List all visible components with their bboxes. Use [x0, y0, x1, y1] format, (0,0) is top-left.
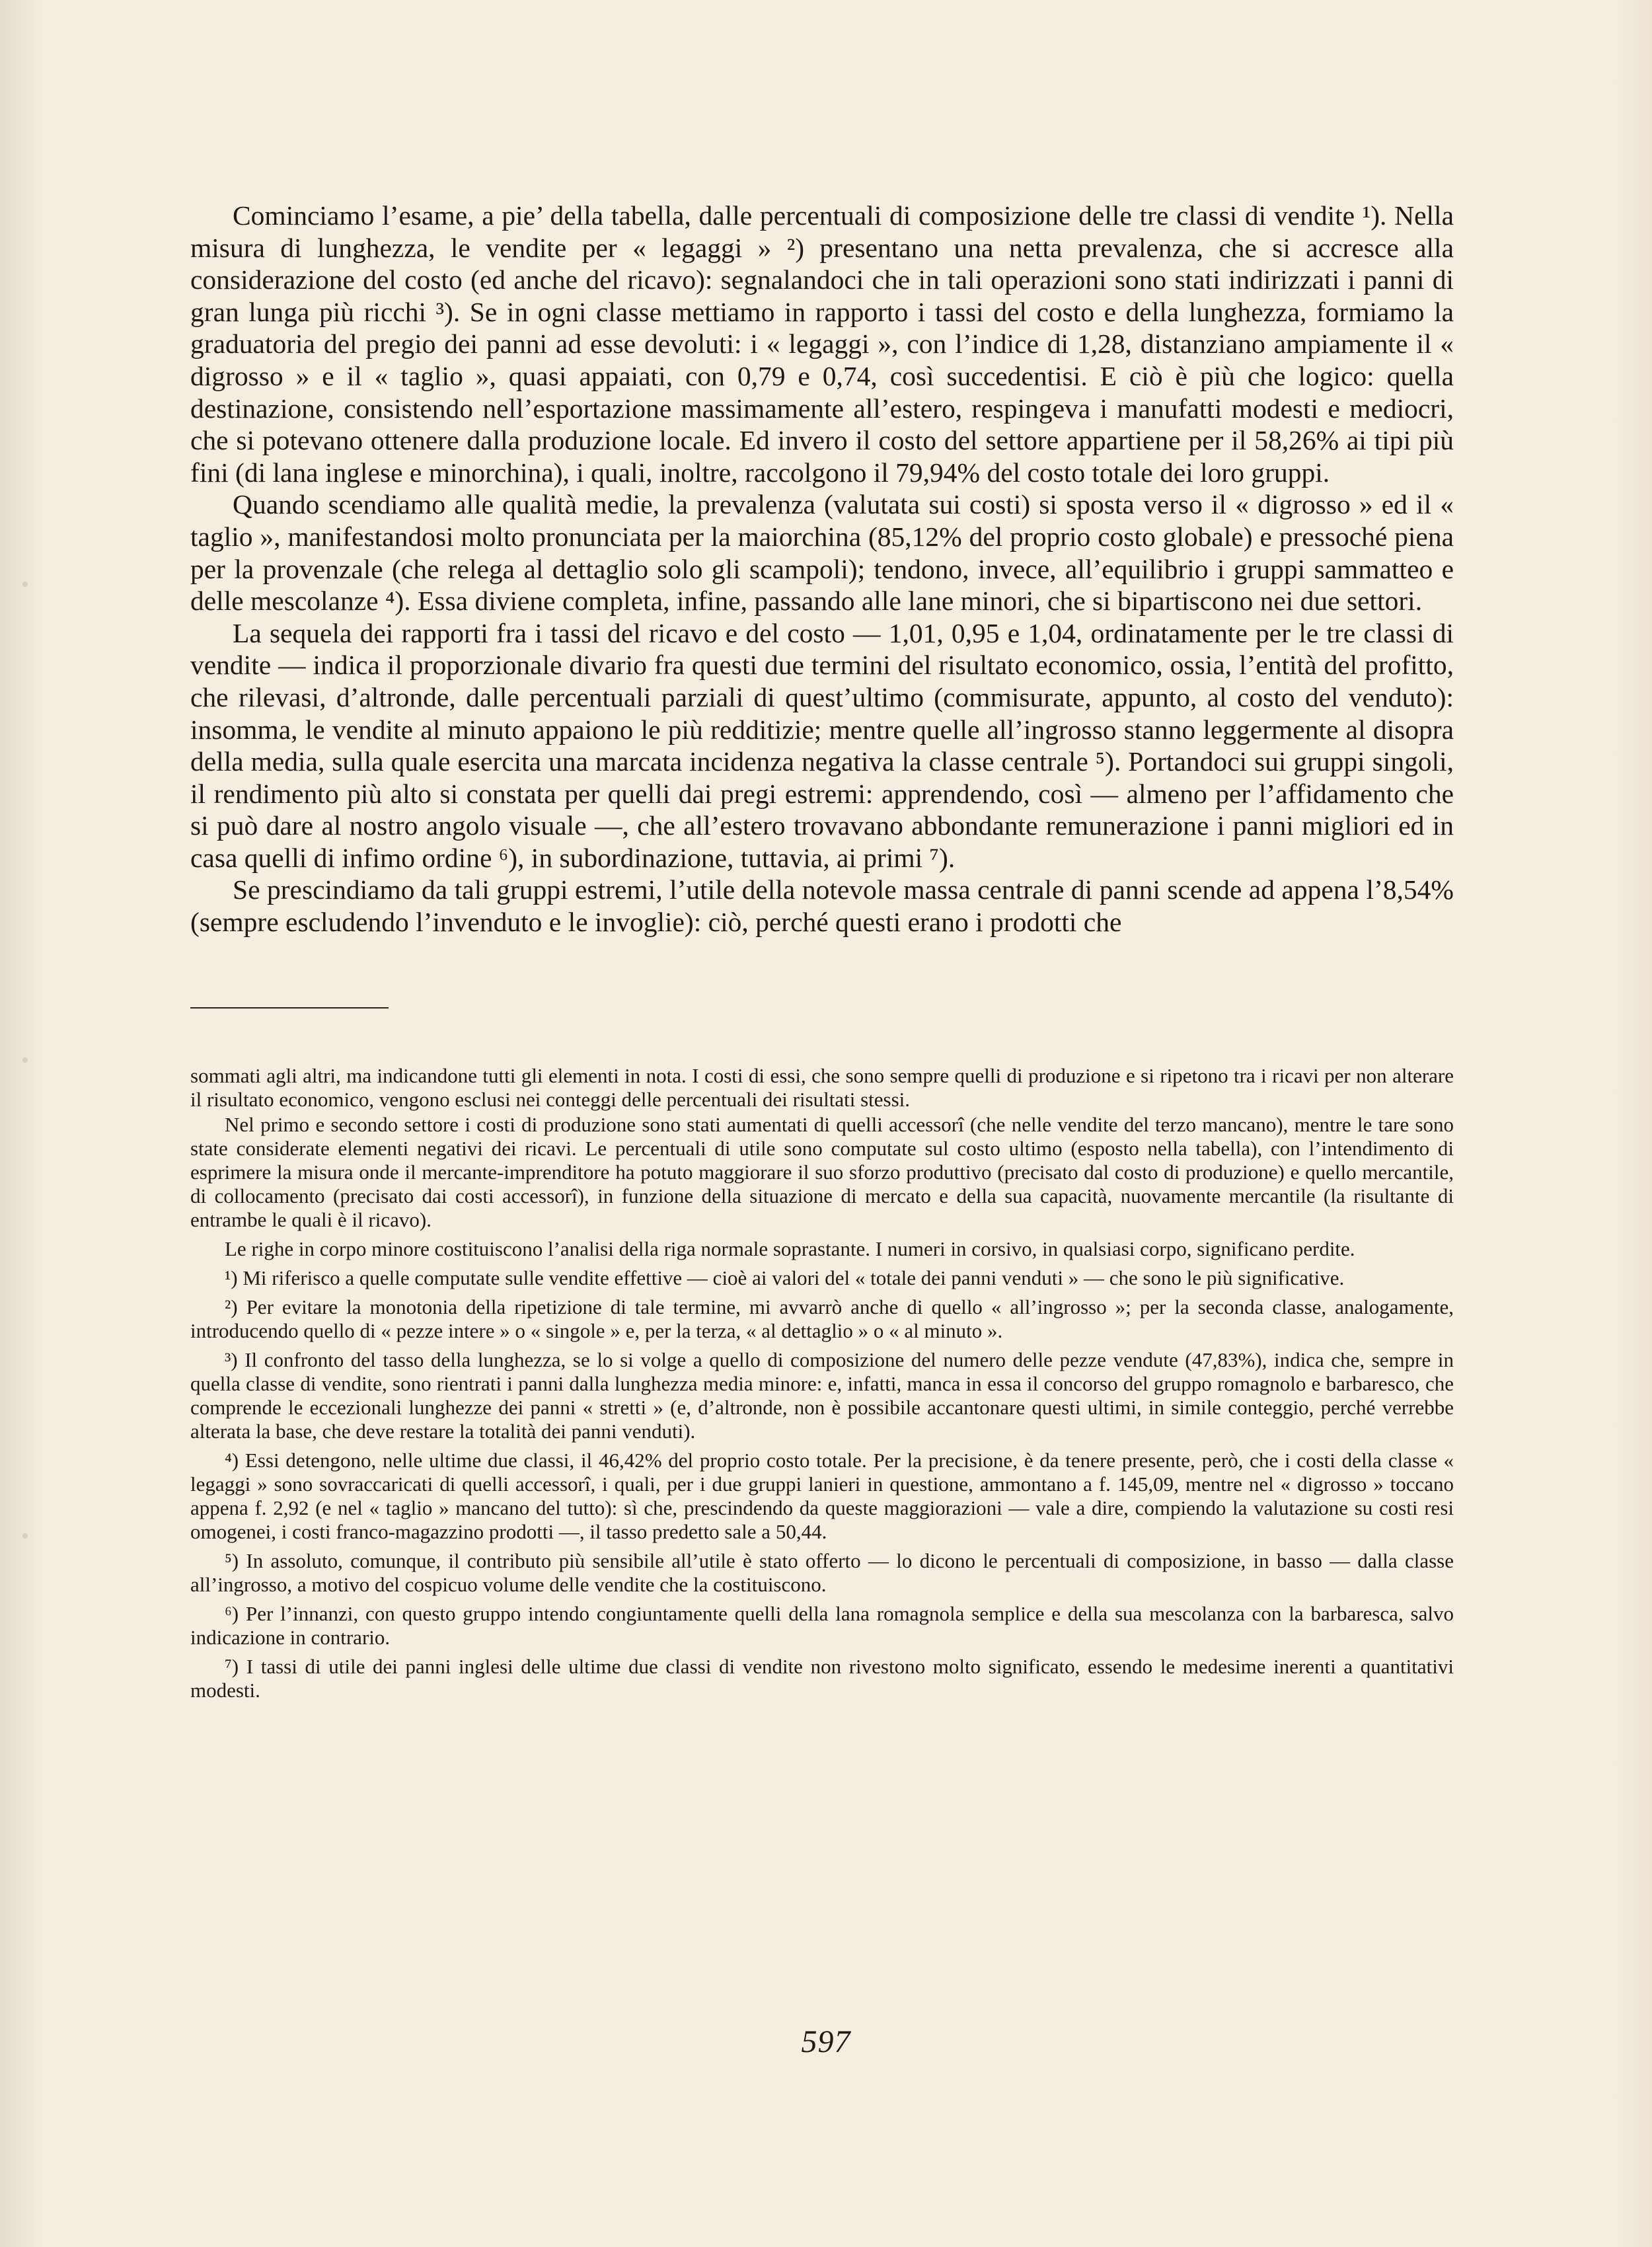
paragraph: Quando scendiamo alle qualità medie, la prevalenza (valutata sui costi) si sposta verso il « digrosso » ed il « taglio », manifestandosi molto pronunciata per la maiorchina (85,12% del proprio costo globale) e pressoché piena per la provenzale (che relega al dettaglio solo gli scampoli); tendono, invece, all’equilibrio i gruppi sammatteo e delle mescolanze ⁴). Essa diviene completa, infine, passando alle lane minori, che si bipartiscono nei due settori. [190, 489, 1454, 617]
page-content [190, 200, 1454, 1704]
page-number: 597 [801, 2024, 851, 2059]
page-edge-right [1612, 0, 1652, 2247]
binding-mark [22, 1533, 28, 1539]
paragraph: La sequela dei rapporti fra i tassi del ricavo e del costo — 1,01, 0,95 e 1,04, ordinatamente per le tre classi di vendite — indica il proporzionale divario fra questi due termini del risultato economico, ossia, l’entità del profitto, che rilevasi, d’altronde, dalle percentuali parziali di quest’ultimo (commisurate, appunto, al costo del venduto): insomma, le vendite al minuto appaiono le più redditizie; mentre quelle all’ingrosso stanno leggermente al disopra della media, sulla quale esercita una marcata incidenza negativa la classe centrale ⁵). Portandoci sui gruppi singoli, il rendimento più alto si constata per quelli dai pregi estremi: apprendendo, così — almeno per l’affidamento che si può dare al nostro angolo visuale —, che all’estero trovavano abbondante remunerazione i panni migliori ed in casa quelli di infimo ordine ⁶), in subordinazione, tuttavia, ai primi ⁷). [190, 617, 1454, 873]
footnote-paragraph: Le righe in corpo minore costituiscono l’analisi della riga normale soprastante. I numeri in corsivo, in qualsiasi corpo, significano perdite. [225, 1237, 1355, 1260]
footnote-7: ⁷) I tassi di utile dei panni inglesi delle ultime due classi di vendite non rivestono molto significato, essendo le medesime inerenti a quantitativi modesti. [190, 1654, 1454, 1702]
paragraph: Cominciamo l’esame, a pie’ della tabella, dalle percentuali di composizione delle tre classi di vendite ¹). Nella misura di lunghezza, le vendite per « legaggi » ²) presentano una netta prevalenza, che si accresce alla considerazione del costo (ed anche del ricavo): segnalandoci che in tali operazioni sono stati indirizzati i panni di gran lunga più ricchi ³). Se in ogni classe mettiamo in rapporto i tassi del costo e della lunghezza, formiamo la graduatoria del pregio dei panni ad esse devoluti: i « legaggi », con l’indice di 1,28, distanziano ampiamente il « digrosso » e il « taglio », quasi appaiati, con 0,79 e 0,74, così succedentisi. E ciò è più che logico: quella destinazione, consistendo nell’esportazione massimamente all’estero, respingeva i manufatti modesti e mediocri, che si potevano ottenere dalla produzione locale. Ed invero il costo del settore appartiene per il 58,26% ai tipi più fini (di lana inglese e minorchina), i quali, inoltre, raccolgono il 79,94% del costo totale dei loro gruppi. [190, 200, 1454, 488]
footnote-4: ⁴) Essi detengono, nelle ultime due classi, il 46,42% del proprio costo totale. Per la precisione, è da tenere presente, però, che i costi della classe « legaggi » sono sovraccaricati di quelli accessorî, i quali, per i due gruppi lanieri in questione, ammontano a f. 145,09, mentre nel « digrosso » toccano appena f. 2,92 (e nel « taglio » mancano del tutto): sì che, prescindendo da queste maggiorazioni — vale a dire, compiendo la valutazione su costi resi omogenei, i costi franco-magazzino prodotti —, il tasso predetto sale a 50,44. [190, 1448, 1454, 1543]
paragraph: Se prescindiamo da tali gruppi estremi, l’utile della notevole massa centrale di panni scende ad appena l’8,54% (sempre escludendo l’invenduto e le invoglie): ciò, perché questi erano i prodotti che [190, 874, 1454, 938]
footnote-5: ⁵) In assoluto, comunque, il contributo più sensibile all’utile è stato offerto — lo dicono le percentuali di composizione, in basso — dalla classe all’ingrosso, a motivo del cospicuo volume delle vendite che la costituiscono. [190, 1548, 1454, 1596]
binding-mark [22, 1057, 28, 1063]
footnote-2: ²) Per evitare la monotonia della ripetizione di tale termine, mi avvarrò anche di quello « all’ingrosso »; per la seconda classe, analogamente, introducendo quello di « pezze intere » o « singole » e, per la terza, « al dettaglio » o « al minuto ». [190, 1295, 1454, 1342]
footnote-6: ⁶) Per l’innanzi, con questo gruppo intendo congiuntamente quelli della lana romagnola semplice e della sua mescolanza con la barbaresca, salvo indicazione in contrario. [190, 1601, 1454, 1649]
binding-mark [22, 582, 28, 587]
main-text [190, 200, 1454, 938]
page-edge-shadow [0, 0, 46, 2247]
footnote-separator [190, 1007, 389, 1009]
footnote-3: ³) Il confronto del tasso della lunghezza, se lo si volge a quello di composizione del numero delle pezze vendute (47,83%), indica che, sempre in quella classe di vendite, sono rientrati i panni dalla lunghezza media minore: e, infatti, manca in essa il concorso del gruppo romagnolo e barbaresco, che comprende le eccezionali lunghezze dei panni « stretti » (e, d’altronde, non è possibile accantonare questi ultimi, in simile conteggio, perché verrebbe alterata la base, che deve restare la totalità dei panni venduti). [190, 1348, 1454, 1443]
footnote-continuation: sommati agli altri, ma indicandone tutti gli elementi in nota. I costi di essi, che sono sempre quelli di produzione e si ripetono tra i ricavi per non alterare il risultato economico, vengono esclusi nei conteggi delle percentuali dei risultati stessi. [190, 1063, 1454, 1111]
footnotes [190, 1064, 1454, 1702]
footnote-paragraph: Nel primo e secondo settore i costi di produzione sono stati aumentati di quelli accessorî (che nelle vendite del terzo mancano), mentre le tare sono state considerate elementi negativi dei ricavi. Le percentuali di utile sono computate sul costo ultimo (esposto nella tabella), con l’intendimento di esprimere la misura onde il mercante-imprenditore ha potuto maggiorare il suo sforzo produttivo (precisato dal costo di produzione) e quello mercantile, di collocamento (precisato dai costi accessorî), in funzione della situazione di mercato e della sua capacità, nuovamente mercantile (la risultante di entrambe le quali è il ricavo). [190, 1112, 1454, 1231]
footnote-1: ¹) Mi riferisco a quelle computate sulle vendite effettive — cioè ai valori del « totale dei panni venduti » — che sono le più significative. [225, 1266, 1345, 1289]
